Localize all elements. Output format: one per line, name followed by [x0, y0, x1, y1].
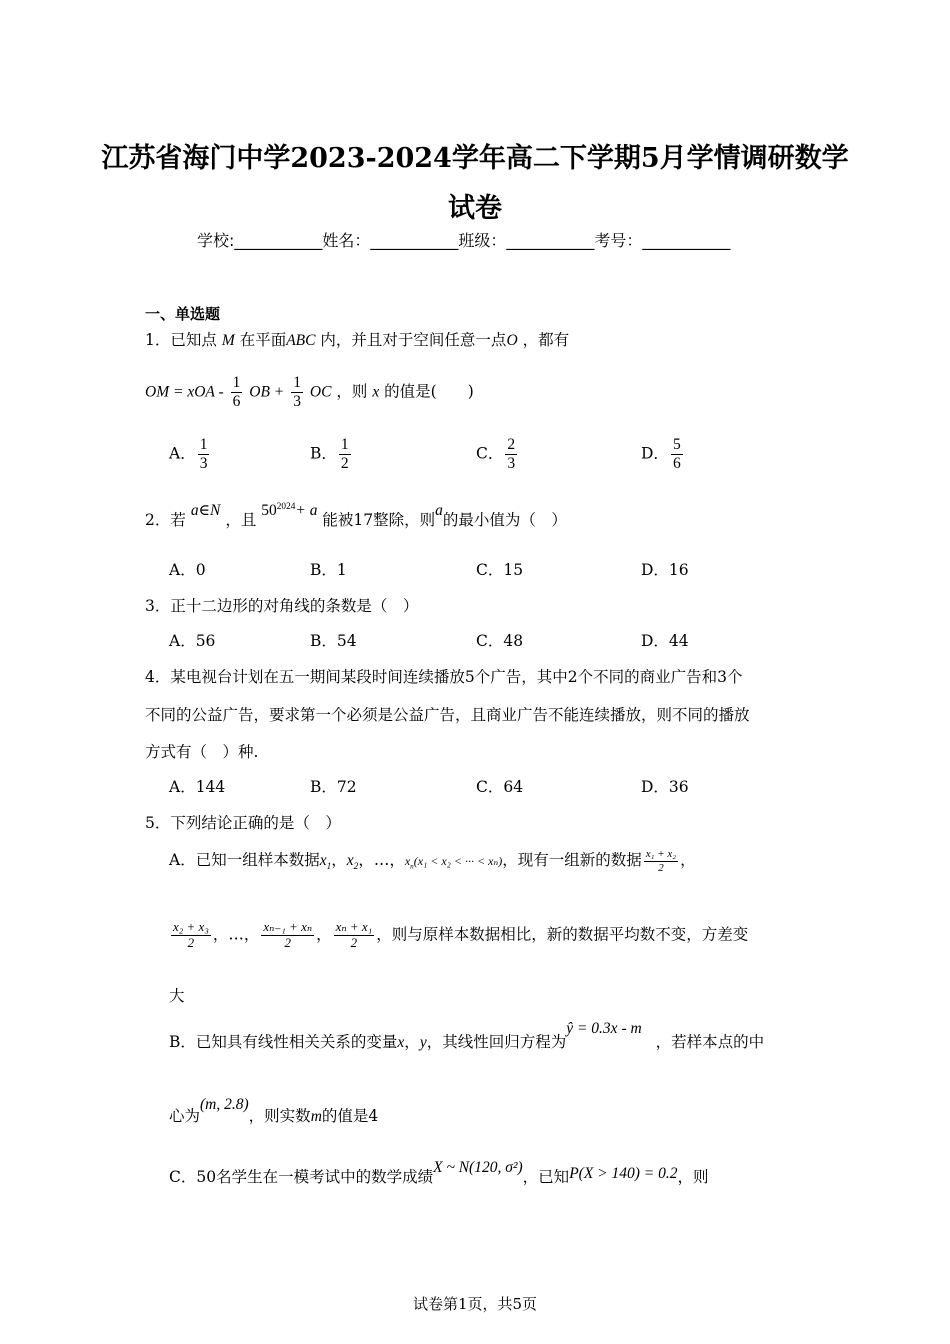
title-line1: 江苏省海门中学2023-2024学年高二下学期5月学情调研数学 [101, 143, 849, 174]
q1-option-b-frac [339, 436, 351, 473]
q1-option-c [476, 436, 519, 473]
q1-option-b [310, 436, 353, 473]
section-heading: 一、单选题 [145, 305, 221, 323]
q1-option-a-den: 3 [199, 454, 208, 472]
q5-a-xn-letter: x [404, 854, 411, 869]
q2-option-b: B．1 [310, 561, 347, 579]
q3-option-b: B．54 [310, 632, 357, 650]
q3-option-c: C．48 [476, 632, 524, 650]
q1-var-x: x [372, 383, 380, 401]
q1-eq-lhs: OM = xOA - [145, 383, 224, 401]
q5-a-frac2 [171, 920, 211, 951]
q5-b-text5: ，则实数 [248, 1107, 311, 1125]
q1-point-m: M [221, 332, 235, 349]
q5-a-frac3 [261, 920, 314, 951]
info-line: 学校:___________姓名：___________班级：___________考号：___________ [197, 231, 731, 250]
q1-option-c-frac [505, 436, 517, 473]
q5-option-a-line3: 大 [169, 987, 185, 1005]
q5-option-b-line1 [169, 1020, 765, 1052]
q5-a-text1: 已知一组样本数据 [195, 851, 320, 870]
q1-number: 1． [145, 331, 171, 349]
q5-b-text1: 已知具有线性相关关系的变量 [195, 1033, 398, 1051]
q5-a-x1-letter: x [319, 852, 327, 870]
question-5-stem: 5．下列结论正确的是（ ） [145, 814, 341, 832]
q5-a-frac2-den: 2 [187, 934, 195, 950]
q2-text-a: 若 [170, 511, 186, 529]
q1-option-b-label: B． [310, 444, 337, 463]
q5-a-comma1: ， [680, 851, 696, 870]
q3-option-d: D．44 [641, 632, 689, 650]
q5-c-text2: ，已知 [522, 1168, 570, 1186]
q2-plus-a: + a [295, 502, 318, 519]
q5-a-comma2: ， [316, 925, 332, 944]
q5-b-var-y: y [419, 1034, 427, 1051]
q5-a-x1: $x_1$ [319, 852, 332, 873]
q1-option-c-den: 3 [507, 454, 516, 472]
page-footer: 试卷第1页，共5页 [412, 1295, 538, 1313]
q1-frac2-den: 3 [293, 392, 301, 410]
q5-b-point: (m, 2.8) [200, 1096, 249, 1113]
q2-option-a: A．0 [169, 561, 206, 579]
q4-option-a: A．144 [169, 778, 226, 796]
q1-option-c-num: 2 [507, 436, 516, 453]
q5-c-text1: 50名学生在一模考试中的数学成绩 [196, 1168, 434, 1186]
q1-option-a-num: 1 [199, 436, 208, 453]
q5-a-frac4-den: 2 [350, 934, 358, 950]
q2-power [261, 502, 317, 519]
q1-frac-1-3 [291, 374, 303, 411]
q1-frac-1-6 [231, 374, 243, 411]
q4-option-d: D．36 [641, 778, 689, 796]
q1-text-e: ，则 [336, 382, 368, 401]
q2-text-d: 的最小值为（ ） [442, 511, 567, 529]
q1-plane-abc: ABC [286, 332, 316, 349]
q1-option-d-den: 6 [672, 454, 681, 472]
q1-eq-mid: OB + [249, 383, 285, 401]
q2-number: 2． [145, 511, 171, 529]
question-4-line2: 不同的公益广告，要求第一个必须是公益广告，且商业广告不能连续播放，则不同的播放 [145, 706, 750, 724]
q1-option-c-label: C． [476, 444, 504, 463]
q1-frac1-den: 6 [232, 392, 241, 410]
q5-a-label: A． [169, 851, 196, 870]
q1-option-d-frac [671, 436, 683, 473]
q5-option-a-line1 [169, 848, 696, 874]
q5-a-sep1: ， [331, 851, 347, 870]
q5-c-text3: ，则 [677, 1168, 709, 1186]
q5-a-frac4 [334, 920, 375, 951]
q5-a-dots: ，…， [212, 925, 260, 944]
q1-text-b: 在平面 [239, 331, 287, 349]
q5-a-frac3-den: 2 [284, 934, 291, 950]
q5-b-var-x: x [397, 1034, 405, 1051]
q1-option-d-label: D． [641, 444, 669, 463]
q1-option-a [169, 436, 211, 473]
q5-a-frac1-num: x₁ + x₂ [645, 848, 677, 860]
q4-option-b: B．72 [310, 778, 357, 796]
q5-b-text2: ，其线性回归方程为 [426, 1033, 567, 1051]
q5-a-sep2: ，…， [358, 851, 405, 870]
q1-option-d-num: 5 [672, 436, 681, 453]
question-4-line3: 方式有（ ）种. [145, 743, 259, 761]
q5-a-text3: ，则与原样本数据相比，新的数据平均数不变，方差变 [376, 925, 749, 944]
q1-text-a: 已知点 [170, 331, 217, 349]
q5-a-x2: $x_2$ [346, 852, 359, 873]
q2-condition: a∈N [190, 502, 221, 519]
question-4-line1: 4．某电视台计划在五一期间某段时间连续播放5个广告，其中2个不同的商业广告和3个 [145, 668, 743, 686]
q1-frac2-num: 1 [293, 374, 301, 391]
q2-exponent: 2024 [276, 501, 296, 512]
q1-text-c: 内，并且对于空间任意一点 [320, 331, 507, 349]
q5-b-label: B． [169, 1033, 196, 1051]
q5-a-text2: ，现有一组新的数据 [502, 851, 642, 870]
q1-frac1-num: 1 [232, 374, 241, 391]
q5-b-text4: 心为 [169, 1107, 201, 1125]
q5-a-frac2-num: x₂ + x₃ [173, 919, 209, 934]
q1-option-d [641, 436, 685, 473]
q2-var-a: a [435, 502, 443, 519]
q5-c-distribution: X ~ N(120, σ²) [433, 1159, 523, 1176]
question-1-stem [145, 328, 569, 350]
question-3-stem: 3．正十二边形的对角线的条数是（ ） [145, 597, 419, 615]
q1-option-a-frac [198, 436, 210, 473]
q5-a-frac3-num: xₙ₋₁ + xₙ [263, 919, 313, 934]
q2-base: 50 [261, 502, 277, 519]
q5-option-b-line2 [169, 1096, 379, 1126]
q5-a-condition: (x₁ < x₂ < ··· < xₙ) [413, 854, 503, 869]
q1-eq-end: OC [309, 383, 332, 401]
question-2-stem [145, 501, 567, 530]
q2-text-c: 能被17整除，则 [322, 511, 436, 529]
q1-point-o: O [506, 332, 518, 349]
q2-text-b: ，且 [225, 511, 257, 529]
q5-c-label: C． [169, 1168, 197, 1186]
q3-option-a: A．56 [169, 632, 216, 650]
q5-a-frac1 [644, 848, 678, 874]
title-line2: 试卷 [448, 193, 502, 224]
q5-option-a-line2 [169, 920, 748, 951]
q1-option-a-label: A． [169, 444, 196, 463]
q1-text-d: ，都有 [522, 331, 570, 349]
q5-a-xn: $x_n$ [404, 854, 414, 871]
q5-a-frac1-den: 2 [658, 861, 664, 874]
q1-text-f: 的值是( ) [384, 382, 474, 401]
q5-option-c-line1 [169, 1159, 709, 1187]
question-1-equation [145, 374, 474, 411]
q5-b-sep: ， [404, 1033, 420, 1051]
q1-option-b-den: 2 [340, 454, 349, 472]
q5-a-x2-letter: x [346, 852, 354, 870]
q5-b-equation: ŷ = 0.3x - m [566, 1020, 642, 1037]
q2-option-d: D．16 [641, 561, 689, 579]
q1-option-b-num: 1 [340, 436, 349, 453]
q5-b-text6: 的值是4 [321, 1107, 379, 1125]
q2-option-c: C．15 [476, 561, 524, 579]
q4-option-c: C．64 [476, 778, 524, 796]
q5-c-probability: P(X > 140) = 0.2 [569, 1165, 678, 1182]
q5-b-text3: ，若样本点的中 [655, 1033, 765, 1051]
q5-b-var-m: m [310, 1108, 322, 1125]
q5-a-frac4-num: xₙ + x₁ [335, 919, 373, 934]
